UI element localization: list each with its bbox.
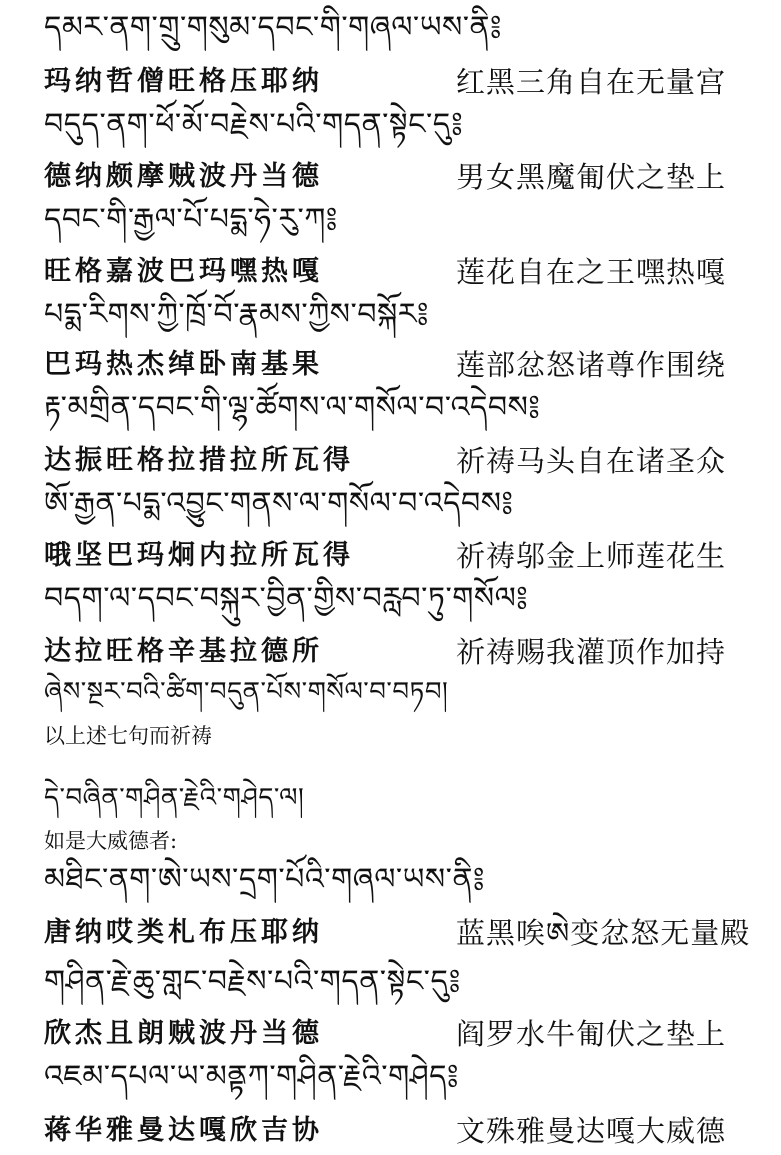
tibetan-line: ཨོ་རྒྱན་པདྨ་འབྱུང་གནས་ལ་གསོལ་བ་འདེབས༔	[44, 486, 514, 521]
chinese-meaning: 红黑三角自在无量宫	[456, 65, 727, 99]
tibetan-line: ཞེས་སྔར་བའི་ཚིག་བདུན་པོས་གསོལ་བ་བཏབ།	[44, 677, 449, 707]
transliteration: 玛纳哲僧旺格压耶纳	[44, 66, 323, 97]
tibetan-line: བདུད་ནག་ཕོ་མོ་བརྗེས་པའི་གདན་སྟེང་དུ༔	[44, 107, 464, 142]
chinese-meaning: 祈祷马头自在诸圣众	[456, 444, 727, 478]
transliteration: 巴玛热杰绰卧南基果	[44, 349, 323, 380]
verse-pair	[44, 252, 744, 292]
verse-pair	[44, 157, 744, 197]
transliteration: 达拉旺格辛基拉德所	[44, 636, 323, 667]
verse-pair	[44, 913, 751, 953]
tibetan-line: རྟ་མགྲིན་དབང་གི་ལྷ་ཚོགས་ལ་གསོལ་བ་འདེབས༔	[44, 390, 541, 425]
tibetan-line: གཤིན་རྗེ་ཆུ་གླང་བརྗེས་པའི་གདན་སྟེང་དུ༔	[44, 964, 461, 999]
verse-pair	[44, 536, 744, 576]
verse-pair	[44, 62, 744, 102]
transliteration: 欣杰且朗贼波丹当德	[44, 1018, 323, 1049]
verse-pair	[44, 1111, 744, 1151]
transliteration: 达振旺格拉措拉所瓦得	[44, 445, 354, 476]
tibetan-line: དེ་བཞིན་གཤིན་རྗེའི་གཤེད་ལ།	[44, 783, 305, 813]
verse-pair	[44, 345, 744, 385]
tibetan-line: མཐིང་ནག་ཨེ་ཡས་དྲག་པོའི་གཞལ་ཡས་ནི༔	[44, 862, 485, 897]
chinese-meaning: 莲花自在之王嘿热嘎	[456, 255, 727, 289]
chinese-meaning: 莲部忿怒诸尊作围绕	[456, 348, 727, 382]
closing-note: 以上述七句而祈祷	[44, 724, 212, 748]
transliteration: 哦坚巴玛炯内拉所瓦得	[44, 540, 354, 571]
transliteration: 唐纳哎类札布压耶纳	[44, 917, 323, 948]
chinese-meaning: 祈祷邬金上师莲花生	[456, 539, 727, 573]
tibetan-line: པདྨ་རིགས་ཀྱི་ཁྲོ་བོ་རྣམས་ཀྱིས་བསྐོར༔	[44, 297, 429, 332]
transliteration: 旺格嘉波巴玛嘿热嘎	[44, 256, 323, 287]
tibetan-line: དབང་གི་རྒྱལ་པོ་པདྨ་ཧེ་རུ་ཀ༔	[44, 202, 338, 237]
verse-pair	[44, 632, 744, 672]
tibetan-line: འཇམ་དཔལ་ཡ་མནྟཀ་གཤིན་རྗེའི་གཤེད༔	[44, 1059, 459, 1094]
intro-note: 如是大威德者:	[44, 829, 178, 853]
chinese-meaning: 文殊雅曼达嘎大威德	[456, 1114, 727, 1148]
chinese-meaning: 阎罗水牛匍伏之垫上	[456, 1017, 727, 1051]
chinese-meaning: 蓝黑唉ཨེ变忿怒无量殿	[456, 916, 751, 950]
tibetan-line: བདག་ལ་དབང་བསྐུར་བྱིན་གྱིས་བརླབ་ཏུ་གསོལ༔	[44, 581, 529, 616]
verse-pair	[44, 1014, 744, 1054]
chinese-meaning: 男女黑魔匍伏之垫上	[456, 160, 727, 194]
tibetan-line: དམར་ནག་གྲུ་གསུམ་དབང་གི་གཞལ་ཡས་ནི༔	[44, 10, 502, 45]
transliteration: 蒋华雅曼达嘎欣吉协	[44, 1115, 323, 1146]
transliteration: 德纳颇摩贼波丹当德	[44, 161, 323, 192]
chinese-meaning: 祈祷赐我灌顶作加持	[456, 635, 727, 669]
verse-pair	[44, 441, 744, 481]
